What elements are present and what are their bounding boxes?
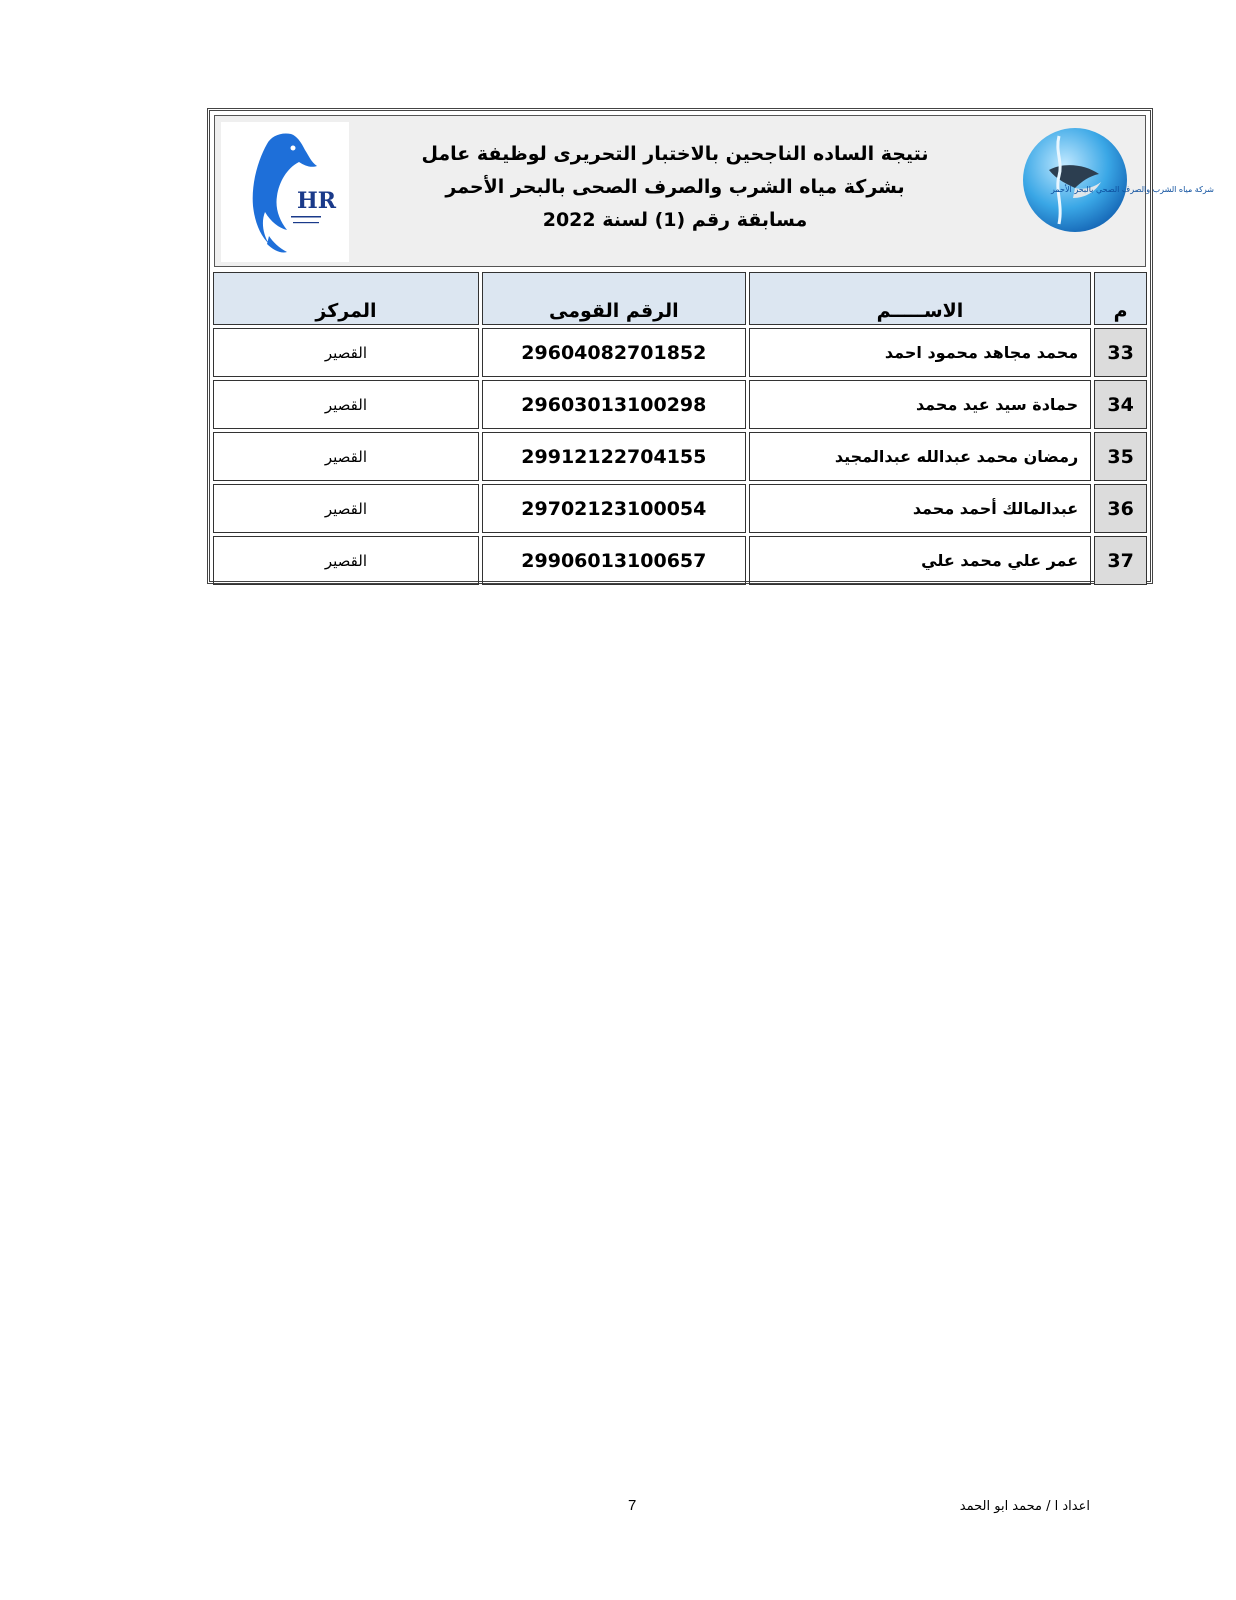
header-national-id: الرقم القومى [482,272,746,325]
row-national-id: 29604082701852 [482,328,746,377]
row-name: عبدالمالك أحمد محمد [749,484,1091,533]
document-title [415,138,935,237]
svg-text:HR: HR [297,188,337,214]
header-center: المركز [213,272,479,325]
document-header [214,115,1215,267]
row-center: القصير [213,432,479,481]
table-header-row [213,272,1147,325]
table-row [213,432,1147,481]
row-num: 33 [1094,328,1147,377]
page-number: 7 [628,1497,637,1514]
results-frame [207,108,1215,584]
row-num: 36 [1094,484,1147,533]
row-center: القصير [213,328,479,377]
row-center: القصير [213,484,479,533]
row-num: 37 [1094,536,1147,585]
row-num: 35 [1094,432,1147,481]
water-company-logo-icon [989,126,1215,240]
row-national-id: 29906013100657 [482,536,746,585]
table-row [213,328,1147,377]
logo-right-caption: شركة مياه الشرب والصرف الصحي بالبحر الأحمر [1051,185,1215,194]
row-num: 34 [1094,380,1147,429]
title-line-1: نتيجة الساده الناجحين بالاختبار التحريرى لوظيفة عامل [421,143,929,165]
prepared-by: اعداد ا / محمد ابو الحمد [959,1499,1090,1514]
row-name: محمد مجاهد محمود احمد [749,328,1091,377]
title-line-2: بشركة مياه الشرب والصرف الصحى بالبحر الأحمر [445,176,905,198]
row-national-id: 29912122704155 [482,432,746,481]
table-row [213,484,1147,533]
dolphin-hr-logo-icon [221,122,349,262]
row-name: حمادة سيد عيد محمد [749,380,1091,429]
row-name: عمر علي محمد علي [749,536,1091,585]
results-table [210,269,1150,588]
row-national-id: 29702123100054 [482,484,746,533]
title-line-3: مسابقة رقم (1) لسنة 2022 [542,209,808,231]
table-row [213,536,1147,585]
row-center: القصير [213,380,479,429]
row-national-id: 29603013100298 [482,380,746,429]
header-name: الاســـــم [749,272,1091,325]
row-name: رمضان محمد عبدالله عبدالمجيد [749,432,1091,481]
row-center: القصير [213,536,479,585]
header-num: م [1094,272,1147,325]
table-row [213,380,1147,429]
